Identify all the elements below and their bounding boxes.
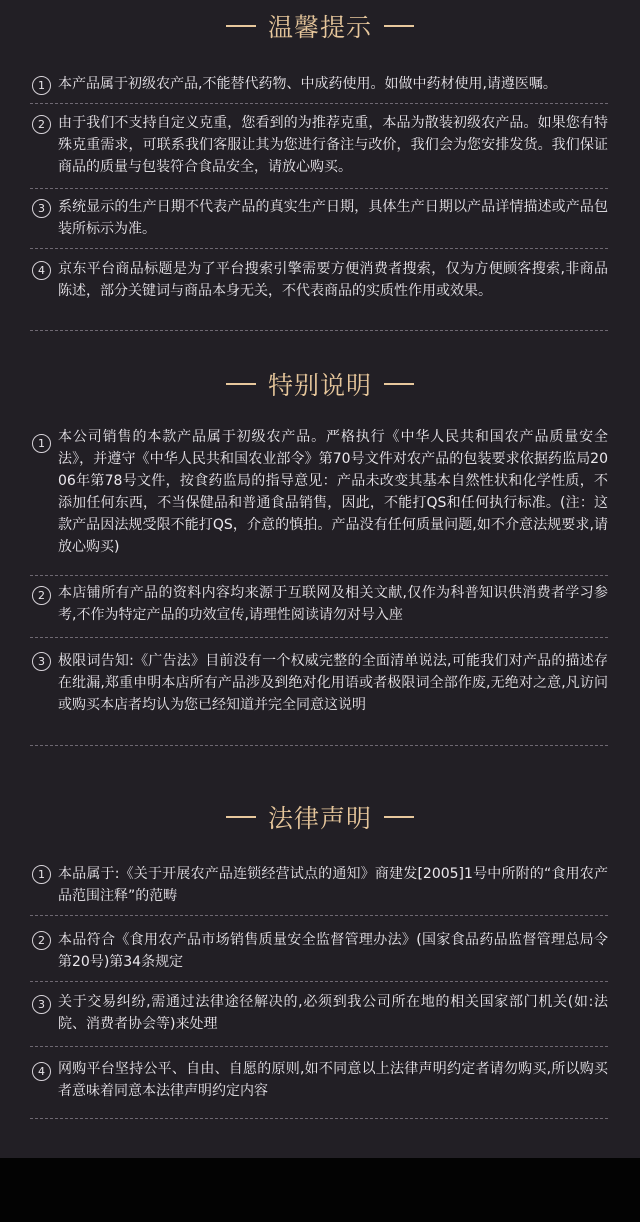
item-text: 本产品属于初级农产品,不能替代药物、中成药使用。如做中药材使用,请遵医嘱。 bbox=[58, 76, 557, 92]
divider bbox=[30, 981, 608, 982]
divider bbox=[30, 915, 608, 916]
title-dash-right bbox=[384, 383, 414, 385]
item-text: 本品符合《食用农产品市场销售质量安全监督管理办法》(国家食品药品监督管理总局令第20号)第34条规定 bbox=[58, 932, 608, 970]
item-text: 由于我们不支持自定义克重，您看到的为推荐克重，本品为散装初级农产品。如果您有特殊克重需求，可联系我们客服让其为您进行备注与改价，我们会为您安排发货。我们保证商品的质量与包装符合食品安全，请放心购买。 bbox=[58, 115, 608, 175]
section-title-special bbox=[0, 364, 640, 404]
section-title-tips bbox=[0, 6, 640, 46]
item-number: 1 bbox=[32, 434, 51, 453]
title-dash-left bbox=[226, 25, 256, 27]
divider bbox=[30, 575, 608, 576]
item-number: 1 bbox=[32, 865, 51, 884]
title-dash-left bbox=[226, 383, 256, 385]
divider bbox=[30, 248, 608, 249]
divider bbox=[30, 188, 608, 189]
item-number: 4 bbox=[32, 261, 51, 280]
divider bbox=[30, 1046, 608, 1047]
divider bbox=[30, 637, 608, 638]
section-title-text: 法律声明 bbox=[267, 804, 372, 833]
section-title-text: 温馨提示 bbox=[267, 13, 372, 42]
title-dash-right bbox=[384, 25, 414, 27]
title-dash-left bbox=[226, 816, 256, 818]
item-number: 2 bbox=[32, 931, 51, 950]
footer-band bbox=[0, 1158, 640, 1222]
item-text: 系统显示的生产日期不代表产品的真实生产日期，具体生产日期以产品详情描述或产品包装所标示为准。 bbox=[58, 199, 608, 237]
item-text: 关于交易纠纷,需通过法律途径解决的,必须到我公司所在地的相关国家部门机关(如:法院、消费者协会等)来处理 bbox=[58, 994, 608, 1032]
item-text: 本品属于:《关于开展农产品连锁经营试点的通知》商建发[2005]1号中所附的“食用农产品范围注释”的范畴 bbox=[58, 866, 608, 904]
section-title-legal bbox=[0, 797, 640, 837]
item-number: 3 bbox=[32, 652, 51, 671]
section-title-text: 特别说明 bbox=[267, 371, 372, 400]
divider bbox=[30, 330, 608, 331]
divider bbox=[30, 745, 608, 746]
item-number: 4 bbox=[32, 1062, 51, 1081]
item-text: 本公司销售的本款产品属于初级农产品。严格执行《中华人民共和国农产品质量安全法》，并遵守《中华人民共和国农业部令》第70号文件对农产品的包装要求依据药监局2006年第78号文件，按食药监局的指导意见：产品未改变其基本自然性状和化学性质，不添加任何东西，不当保健品和普通食品销售，因此，不能打QS和任何执行标准。(注：这款产品因法规受限不能打QS，介意的慎拍。产品没有任何质量问题,如不介意法规要求,请放心购买) bbox=[58, 429, 608, 555]
item-text: 网购平台坚持公平、自由、自愿的原则,如不同意以上法律声明约定者请勿购买,所以购买者意味着同意本法律声明约定内容 bbox=[58, 1061, 608, 1099]
item-number: 3 bbox=[32, 199, 51, 218]
item-number: 3 bbox=[32, 995, 51, 1014]
item-number: 2 bbox=[32, 586, 51, 605]
divider bbox=[30, 103, 608, 104]
item-number: 1 bbox=[32, 76, 51, 95]
item-text: 极限词告知:《广告法》目前没有一个权威完整的全面清单说法,可能我们对产品的描述存在纰漏,郑重申明本店所有产品涉及到绝对化用语或者极限词全部作废,无绝对之意,凡访问或购买本店者均认为您已经知道并完全同意这说明 bbox=[58, 653, 608, 713]
divider bbox=[30, 1118, 608, 1119]
item-text: 京东平台商品标题是为了平台搜索引擎需要方便消费者搜索，仅为方便顾客搜索,非商品陈述，部分关键词与商品本身无关，不代表商品的实质性作用或效果。 bbox=[58, 261, 608, 299]
title-dash-right bbox=[384, 816, 414, 818]
item-text: 本店铺所有产品的资料内容均来源于互联网及相关文献,仅作为科普知识供消费者学习参考,不作为特定产品的功效宣传,请理性阅读请勿对号入座 bbox=[58, 585, 608, 623]
item-number: 2 bbox=[32, 115, 51, 134]
